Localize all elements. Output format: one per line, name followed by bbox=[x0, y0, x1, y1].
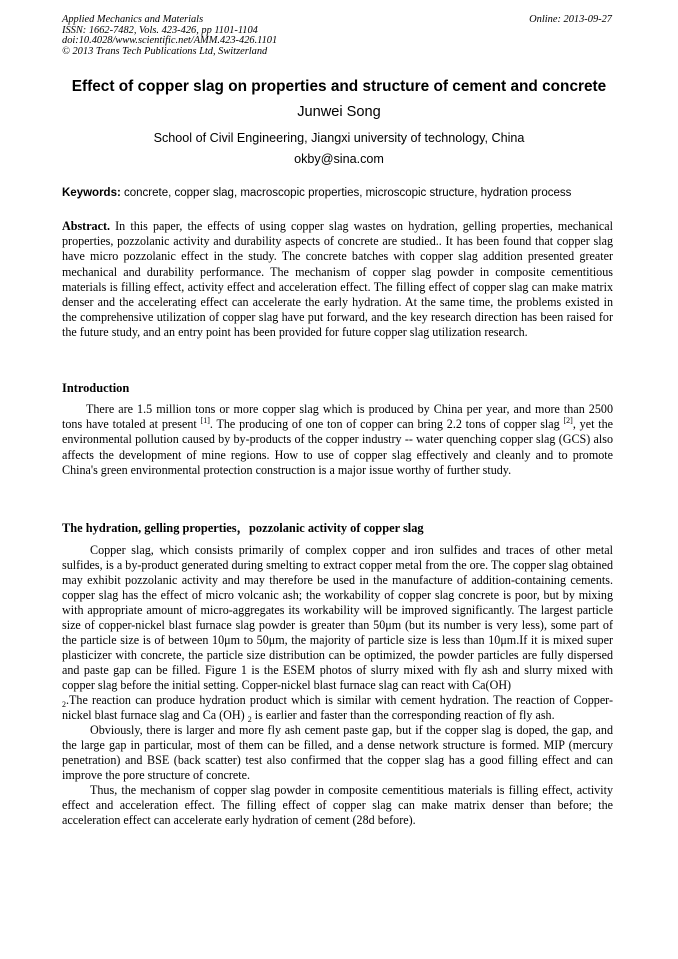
journal-header bbox=[62, 15, 277, 57]
journal-issn: ISSN: 1662-7482, Vols. 423-426, pp 1101-1104 bbox=[62, 24, 258, 36]
subscript-2: 2 bbox=[62, 700, 66, 709]
subscript-2: 2 bbox=[247, 715, 252, 724]
keywords-line bbox=[62, 187, 622, 199]
paper-title: Effect of copper slag on properties and structure of cement and concrete bbox=[71, 78, 607, 95]
introduction-heading: Introduction bbox=[62, 381, 130, 395]
section-heading: The hydration, gelling properties，pozzolanic activity of copper slag bbox=[62, 521, 424, 535]
section-paragraph-2: Obviously, there is larger and more fly ash cement paste gap, but if the copper slag is doped, the gap, and the large gap in particular, most of them can be filled, and a dense network structure is formed. MIP (mercury penetration) and BSE (back scatter) test also confirmed that the copper slag has a good filling effect and can improve the pore structure of concrete. bbox=[62, 723, 613, 782]
section-paragraph-3: Thus, the mechanism of copper slag powder in composite cementitious materials is filling effect, activity effect and acceleration effect. The filling effect of copper slag can make matrix denser than before; the acceleration effect can accelerate early hydration of cement (28d before). bbox=[62, 783, 613, 827]
paper-author: Junwei Song bbox=[297, 104, 381, 120]
keywords-label: Keywords: bbox=[62, 187, 121, 199]
abstract-text: In this paper, the effects of using copper slag wastes on hydration, gelling properties, mechanical properties, pozzolanic activity and durability aspects of concrete are studied.. It has been found that copper slag have micro pozzolanic effect in the study. The concrete batches with copper slag addition presented greater mechanical and durability performance. The mechanism of copper slag powder in composite cementitious materials is filling effect, activity effect and acceleration effect. The filling effect of copper slag can make matrix denser and the accelerating effect can accelerate the early hydration. At the same time, the problems existed in the comprehensive utilization of copper slag have put forward, and the key research direction has been raised for the future study, and an entry point has been provided for future copper slag utilization research. bbox=[62, 219, 613, 340]
abstract-label: Abstract. bbox=[62, 219, 111, 233]
keywords-text: concrete, copper slag, macroscopic properties, microscopic structure, hydration process bbox=[120, 187, 572, 199]
citation-1[interactable]: [1] bbox=[200, 416, 210, 426]
abstract-block bbox=[62, 219, 613, 341]
introduction-paragraph: There are 1.5 million tons or more copper slag which is produced by China per year, and more than 2500 tons have totaled at present [1]. The producing of one ton of copper can bring 2.2 tons of copper slag [2], yet the environmental pollution caused by by-products of the copper industry -- water quenching copper slag (GCS) also affects the development of mine regions. How to use of copper slag effectively and cleanly and to promote China's green environmental protection construction is a major issue worthy of further study. bbox=[62, 402, 613, 477]
paper-affiliation: School of Civil Engineering, Jiangxi university of technology, China bbox=[153, 131, 525, 145]
journal-doi[interactable]: doi:10.4028/www.scientific.net/AMM.423-426.1101 bbox=[62, 35, 278, 46]
journal-name: Applied Mechanics and Materials bbox=[62, 14, 204, 25]
online-date: Online: 2013-09-27 bbox=[529, 14, 612, 25]
introduction-block bbox=[62, 402, 613, 478]
citation-2[interactable]: [2] bbox=[563, 416, 573, 426]
author-email[interactable]: okby@sina.com bbox=[294, 152, 384, 166]
section-paragraph-1: Copper slag, which consists primarily of complex copper and iron sulfides and traces of other metal sulfides, is a by-product generated during smelting to extract copper metal from the ore. The copper slag obtained may exhibit pozzolanic activity and may therefore be used in the manufacture of addition-containing cements. copper slag has the effect of micro volcanic ash; the workability of copper slag concrete is poor, but by mixing with appropriate amount of micro-aggregates its workability will be improved significantly. The largest particle size of copper-nickel blast furnace slag powder is greater than 50μm (but its number is very less), some part of the particle size is of between 10μm to 50μm, the majority of particle size is less than 10μm.If it is mixed super plasticizer with concrete, the particle size distribution can be optimized, the powder particles are fully dispersed and paste gap can be filled. Figure 1 is the ESEM photos of slurry mixed with fly ash and slurry mixed with copper slag before the initial setting. Copper-nickel blast furnace slag can react with Ca(OH) $_2$.The reaction can produce hydration product which is similar with cement hydration. The reaction of Copper-nickel blast furnace slag and Ca (OH) $_2$ is earlier and faster than the corresponding reaction of fly ash. bbox=[62, 543, 613, 724]
journal-copyright: © 2013 Trans Tech Publications Ltd, Switzerland bbox=[62, 45, 268, 57]
section-body bbox=[62, 543, 613, 828]
